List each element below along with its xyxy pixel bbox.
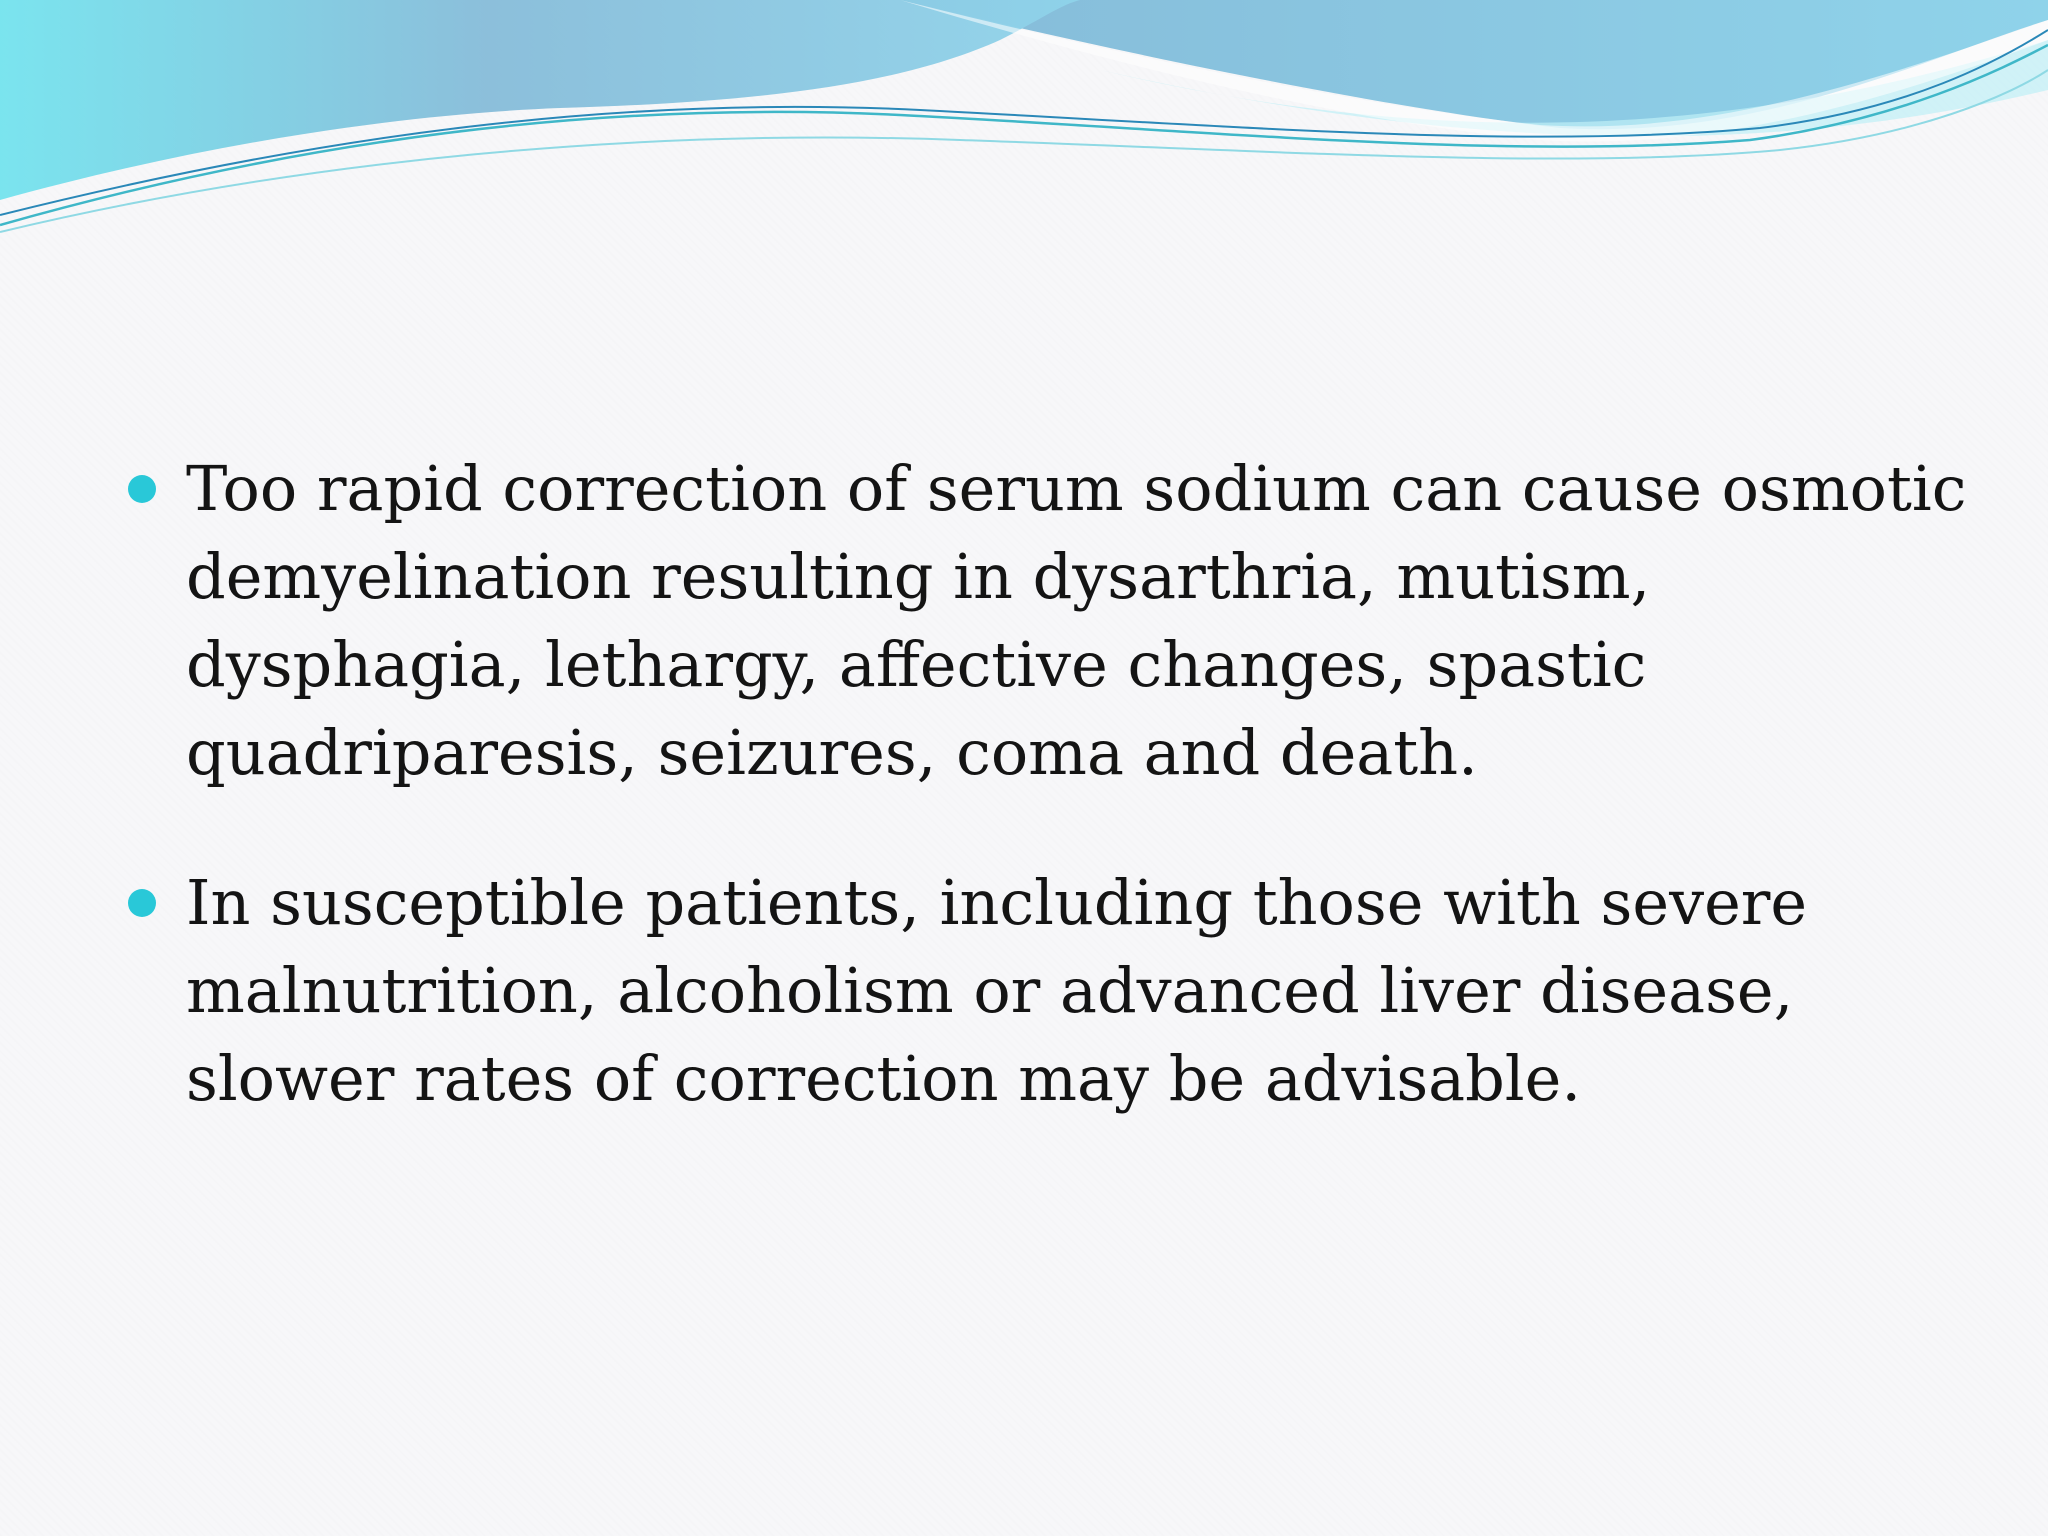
bullet-dot-icon: [128, 475, 156, 503]
bullet-item: [128, 445, 1968, 797]
bullet-text: Too rapid correction of serum sodium can cause osmotic demyelination resulting in dysarthria, mutism, dysphagia, lethargy, affective changes, spastic quadriparesis, seizures, coma and death.: [186, 452, 1967, 789]
bullet-dot-icon: [128, 889, 156, 917]
bullet-text: In susceptible patients, including those with severe malnutrition, alcoholism or advanced liver disease, slower rates of correction may be advisable.: [186, 866, 1808, 1115]
bullet-item: [128, 859, 1968, 1123]
bullet-list: [128, 445, 1968, 1185]
wave-header-decoration: [0, 0, 2048, 240]
